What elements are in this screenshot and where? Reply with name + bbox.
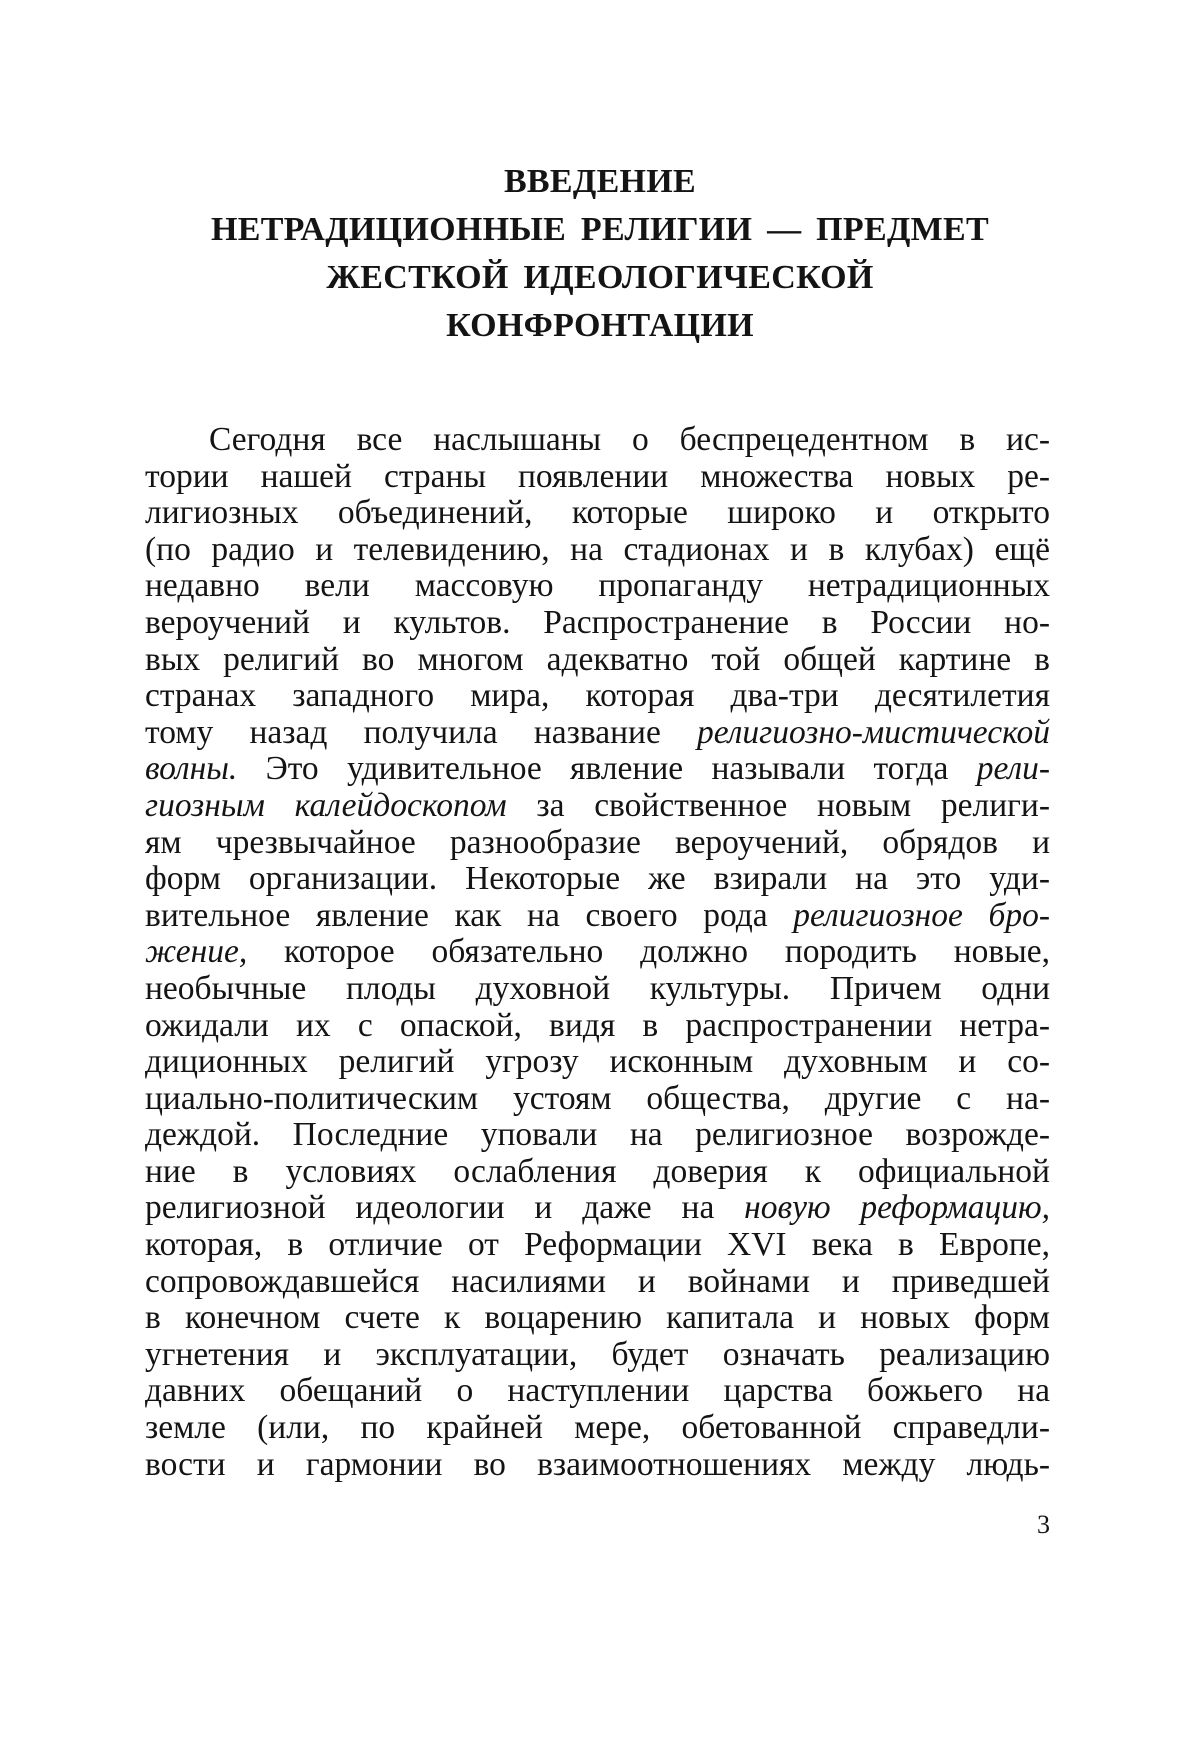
text-line xyxy=(145,1300,1050,1337)
italic-term: гиозным калейдоскопом xyxy=(145,787,507,824)
text-segment: давних обещаний о наступлении царства божьего на xyxy=(145,1373,1050,1410)
text-line xyxy=(145,1117,1050,1154)
text-line xyxy=(145,751,1050,788)
body-paragraph xyxy=(145,422,1050,1483)
text-line xyxy=(145,1447,1050,1484)
italic-term: новую реформацию, xyxy=(744,1190,1050,1227)
text-line xyxy=(145,971,1050,1008)
text-line xyxy=(145,1008,1050,1045)
text-line xyxy=(145,861,1050,898)
text-segment: вости и гармонии во взаимоотношениях между людь- xyxy=(145,1446,1050,1483)
text-segment: (по радио и телевидению, на стадионах и в клубах) ещё xyxy=(145,531,1050,568)
text-segment: за свойственное новым религи- xyxy=(506,787,1050,824)
text-line xyxy=(145,532,1050,569)
text-segment: лигиозных объединений, которые широко и открыто xyxy=(145,495,1050,532)
heading-line: ЖЕСТКОЙ ИДЕОЛОГИЧЕСКОЙ xyxy=(326,259,874,296)
text-line xyxy=(145,825,1050,862)
text-segment: ям чрезвычайное разнообразие вероучений, обрядов и xyxy=(145,824,1050,861)
text-line xyxy=(145,605,1050,642)
heading-line: НЕТРАДИЦИОННЫЕ РЕЛИГИИ — ПРЕДМЕТ xyxy=(210,211,990,248)
text-line xyxy=(145,1264,1050,1301)
text-segment: вительное явление как на своего рода xyxy=(145,897,794,934)
page-number: 3 xyxy=(1037,1510,1050,1539)
italic-term: волны. xyxy=(145,751,238,788)
chapter-heading xyxy=(150,158,1050,350)
text-line xyxy=(145,1410,1050,1447)
text-line xyxy=(145,678,1050,715)
text-segment: тории нашей страны появлении множества новых ре- xyxy=(145,458,1050,495)
text-segment: угнетения и эксплуатации, будет означать реализацию xyxy=(145,1336,1050,1373)
text-segment: странах западного мира, которая два-три десятилетия xyxy=(145,678,1050,715)
text-segment: необычные плоды духовной культуры. Причем одни xyxy=(145,970,1050,1007)
text-line xyxy=(145,1337,1050,1374)
text-segment: диционных религий угрозу исконным духовным и со- xyxy=(145,1044,1050,1081)
text-line xyxy=(145,422,1050,459)
text-segment: Сегодня все наслышаны о беспрецедентном в ис- xyxy=(209,422,1050,458)
text-segment: тому назад получила название xyxy=(145,714,698,751)
text-segment: деждой. Последние уповали на религиозное возрожде- xyxy=(145,1117,1050,1154)
text-segment: земле (или, по крайней мере, обетованной справедли- xyxy=(145,1410,1050,1447)
text-segment: сопровождавшейся насилиями и войнами и приведшей xyxy=(145,1263,1050,1300)
text-segment: которое обязательно должно породить новые, xyxy=(247,934,1050,971)
text-line xyxy=(145,1154,1050,1191)
italic-term: религиозно-мистической xyxy=(697,714,1050,751)
italic-term: жение, xyxy=(145,934,248,971)
text-line xyxy=(145,495,1050,532)
text-line xyxy=(145,1044,1050,1081)
text-line xyxy=(145,1081,1050,1118)
text-line xyxy=(145,788,1050,825)
text-line xyxy=(145,715,1050,752)
text-segment: недавно вели массовую пропаганду нетрадиционных xyxy=(145,568,1050,605)
text-line xyxy=(145,568,1050,605)
text-line xyxy=(145,1190,1050,1227)
text-segment: в конечном счете к воцарению капитала и новых форм xyxy=(145,1300,1050,1337)
text-segment: которая, в отличие от Реформации XVI века в Европе, xyxy=(145,1227,1050,1264)
text-segment: ние в условиях ослабления доверия к официальной xyxy=(145,1153,1050,1190)
text-segment: вероучений и культов. Распространение в России но- xyxy=(145,604,1050,641)
text-segment: вых религий во многом адекватно той общей картине в xyxy=(145,641,1050,678)
heading-line: ВВЕДЕНИЕ xyxy=(503,163,697,200)
text-segment: форм организации. Некоторые же взирали на это уди- xyxy=(145,861,1050,898)
italic-term: религиозное бро- xyxy=(793,897,1050,934)
text-line xyxy=(145,642,1050,679)
text-segment: Это удивительное явление называли тогда xyxy=(237,751,977,788)
text-line xyxy=(145,934,1050,971)
text-segment: циально-политическим устоям общества, другие с на- xyxy=(145,1080,1050,1117)
text-segment: религиозной идеологии и даже на xyxy=(145,1190,745,1227)
text-line xyxy=(145,898,1050,935)
text-line xyxy=(145,1227,1050,1264)
text-line xyxy=(145,1373,1050,1410)
text-line xyxy=(145,459,1050,496)
heading-line: КОНФРОНТАЦИИ xyxy=(446,307,754,344)
italic-term: рели- xyxy=(976,751,1050,788)
text-segment: ожидали их с опаской, видя в распространении нетра- xyxy=(145,1007,1050,1044)
